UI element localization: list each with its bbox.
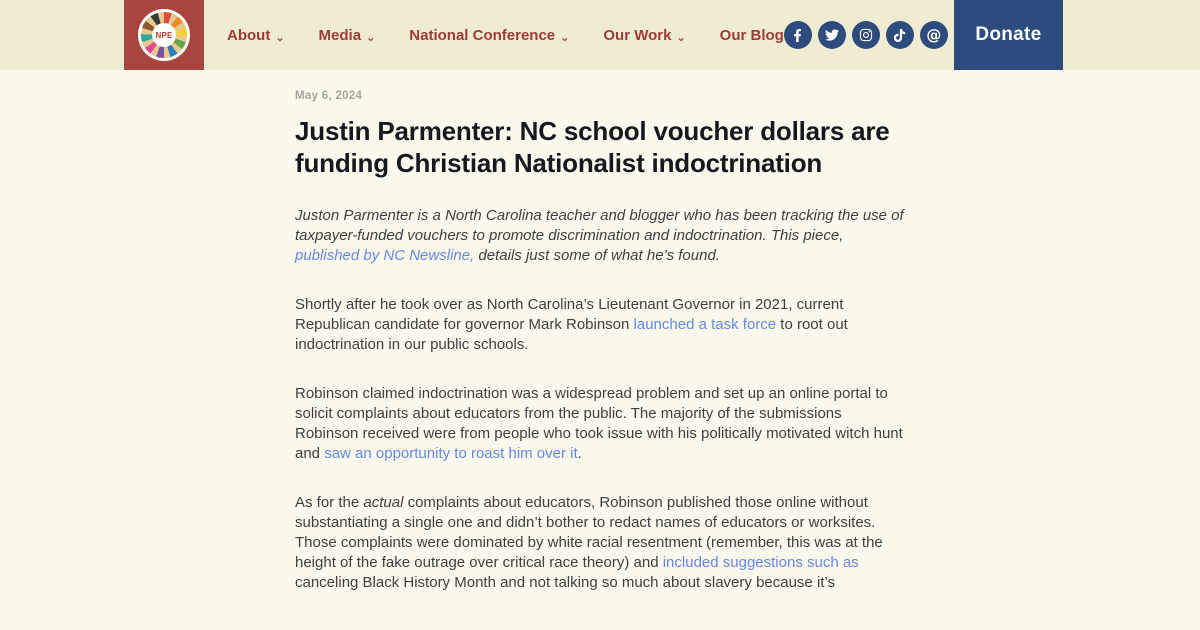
logo-pencil-ring-icon: [141, 12, 187, 58]
article-paragraph: [295, 384, 905, 464]
body-text: As for the: [295, 494, 364, 512]
nav-item-label: About: [227, 26, 271, 44]
main-nav: [204, 0, 784, 70]
nav-item-about[interactable]: [227, 26, 285, 44]
instagram-icon[interactable]: [852, 21, 880, 49]
inline-link[interactable]: saw an opportunity to roast him over it: [324, 445, 578, 463]
inline-link[interactable]: included suggestions such as: [662, 554, 859, 572]
social-links: [784, 0, 954, 70]
chevron-down-icon: ⌄: [676, 32, 686, 44]
nav-item-label: Our Work: [603, 26, 672, 44]
nav-item-our-work[interactable]: [603, 26, 685, 44]
emphasized-text: Juston Parmenter is a North Carolina teacher and blogger who has been tracking the use of taxpayer-funded vouchers to promote discrimination and indoctrination. This piece,: [295, 207, 904, 245]
threads-icon[interactable]: @: [920, 21, 948, 49]
emphasized-text: actual: [363, 494, 404, 512]
nav-item-label: Media: [318, 26, 362, 44]
chevron-down-icon: ⌄: [366, 32, 376, 44]
site-logo[interactable]: [124, 0, 204, 70]
chevron-down-icon: ⌄: [275, 32, 285, 44]
article-paragraph: [295, 493, 905, 593]
nav-item-label: National Conference: [409, 26, 556, 44]
body-text: to root out indoctrination in our public schools.: [295, 316, 848, 354]
page-title: Justin Parmenter: NC school voucher dollars are funding Christian Nationalist indoctrination: [295, 116, 890, 178]
tiktok-icon[interactable]: [886, 21, 914, 49]
logo-pencil-circle: [138, 9, 190, 61]
site-header: [0, 0, 1200, 70]
body-text: .: [577, 445, 582, 463]
inline-link[interactable]: launched a task force: [633, 316, 777, 334]
article: [295, 70, 905, 593]
article-paragraph: [295, 295, 905, 355]
body-text: complaints about educators, Robinson published those online without substantiating a single one and didn’t bother to redact names of educators or worksites. Those complaints were dominated by white racial resentment (remember, this was at the height of the fake outrage over critical race theory) and: [295, 494, 883, 572]
nav-item-national-conference[interactable]: [409, 26, 569, 44]
twitter-icon[interactable]: [818, 21, 846, 49]
donate-button[interactable]: Donate: [954, 0, 1063, 70]
body-text: Shortly after he took over as North Carolina’s Lieutenant Governor in 2021, current Republican candidate for governor Mark Robinson: [295, 296, 844, 334]
facebook-icon[interactable]: [784, 21, 812, 49]
nav-item-label: Our Blog: [719, 26, 784, 44]
emphasized-text: details just some of what he’s found.: [474, 247, 720, 265]
article-paragraph: [295, 206, 905, 266]
chevron-down-icon: ⌄: [560, 32, 570, 44]
body-text: canceling Black History Month and not talking so much about slavery because it’s: [295, 574, 836, 592]
logo-text: NPE: [152, 23, 176, 47]
article-body: [295, 206, 905, 593]
article-date: May 6, 2024: [295, 90, 363, 102]
nav-item-media[interactable]: [319, 26, 376, 44]
nav-item-our-blog[interactable]: [720, 27, 784, 44]
body-text: Robinson claimed indoctrination was a widespread problem and set up an online portal to solicit complaints about educators from the public. The majority of the submissions Robinson received were from people who took issue with his politically motivated witch hunt and: [295, 385, 903, 463]
inline-link[interactable]: published by NC Newsline,: [295, 247, 475, 265]
